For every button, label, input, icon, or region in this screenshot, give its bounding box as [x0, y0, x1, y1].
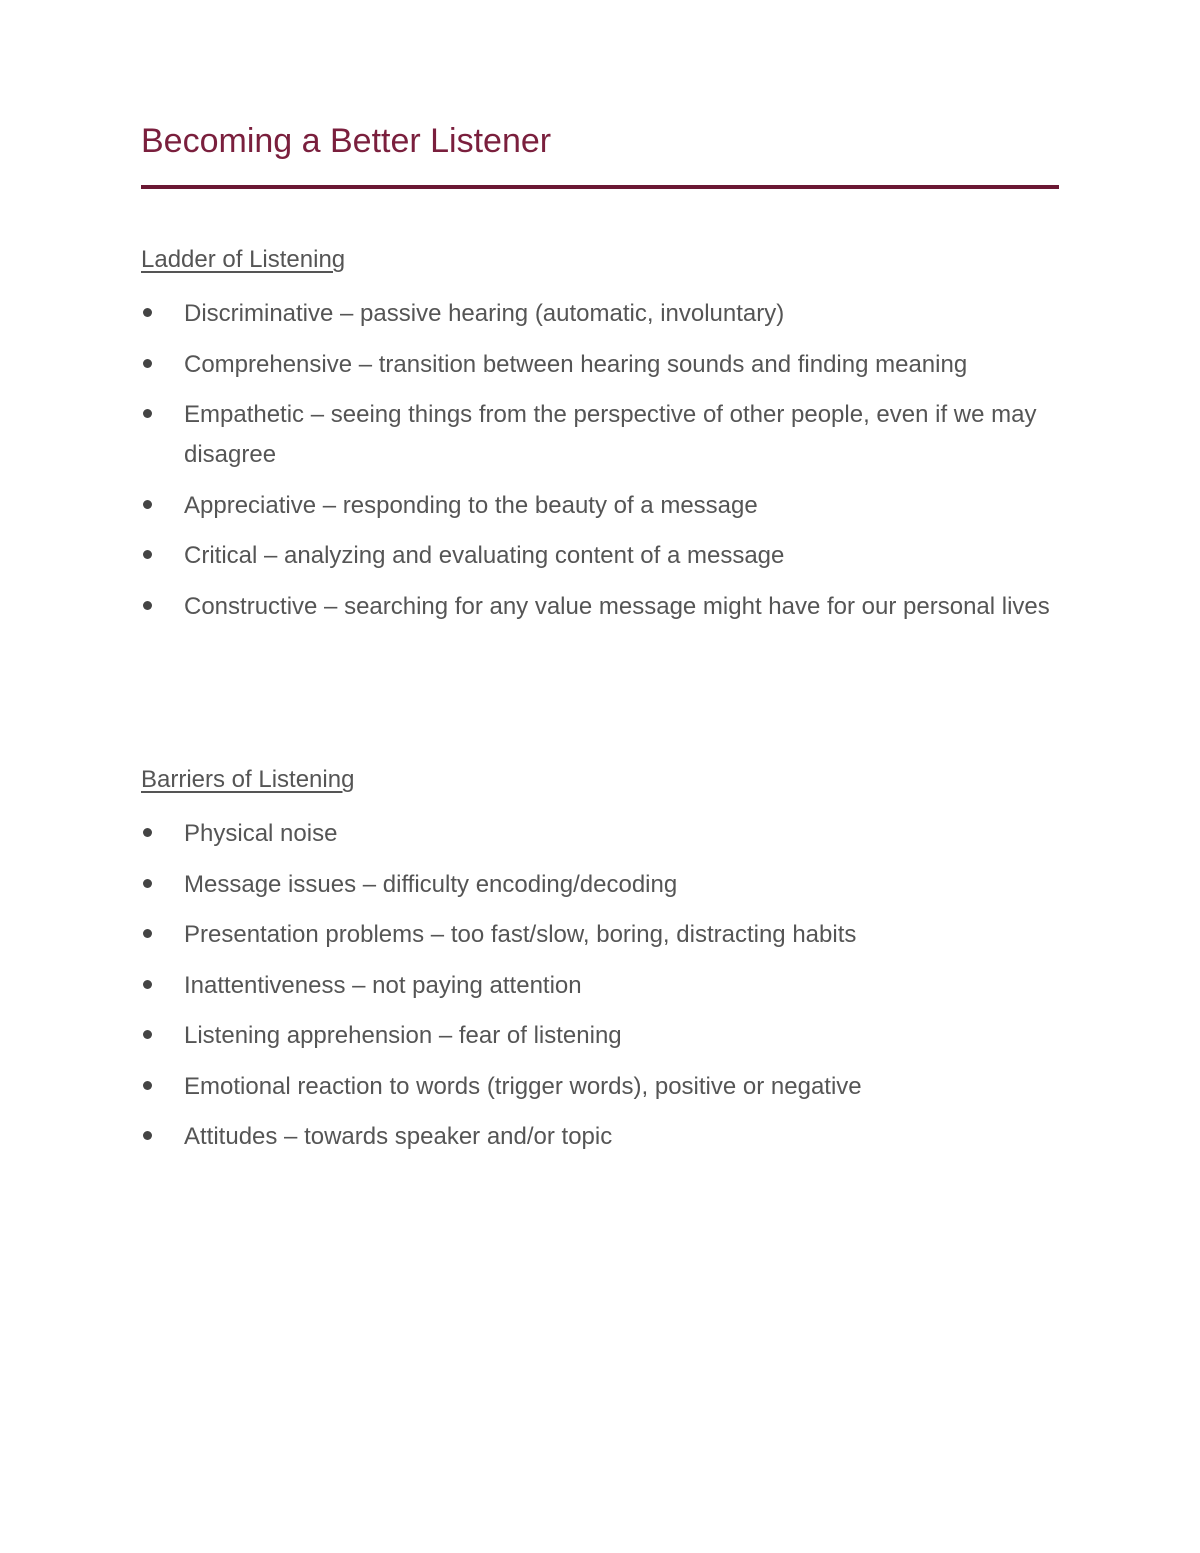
bullet-icon — [143, 828, 152, 837]
list-item-text: Physical noise — [184, 820, 338, 847]
list-item-text: Attitudes – towards speaker and/or topic — [184, 1123, 613, 1150]
list-item — [141, 486, 1061, 526]
ladder-list — [141, 294, 1061, 637]
list-item — [141, 1117, 1061, 1157]
list-item-text: Inattentiveness – not paying attention — [184, 971, 582, 999]
bullet-icon — [143, 359, 152, 368]
bullet-icon — [143, 308, 152, 317]
list-item — [141, 395, 1061, 475]
list-item — [141, 345, 1061, 385]
list-item-text: Message issues – difficulty encoding/decoding — [184, 870, 678, 898]
list-item — [141, 814, 1061, 854]
bullet-icon — [143, 409, 152, 418]
bullet-icon — [143, 929, 152, 938]
list-item — [141, 294, 1061, 334]
list-item-text: Comprehensive – transition between hearing sounds and finding meaning — [184, 350, 968, 378]
bullet-icon — [143, 1081, 152, 1090]
bullet-icon — [143, 1131, 152, 1140]
list-item-text: Constructive – searching for any value message might have for our personal lives — [184, 592, 1050, 620]
bullet-icon — [143, 500, 152, 509]
bullet-icon — [143, 1030, 152, 1039]
list-item-text: Discriminative – passive hearing (automatic, involuntary) — [184, 300, 785, 327]
list-item-text: Critical – analyzing and evaluating content of a message — [184, 542, 785, 569]
list-item — [141, 587, 1061, 627]
list-item-text: Presentation problems – too fast/slow, boring, distracting habits — [184, 921, 857, 948]
section-heading-barriers: Barriers of Listening — [141, 766, 355, 793]
list-item — [141, 536, 1061, 576]
bullet-icon — [143, 879, 152, 888]
list-item — [141, 1016, 1061, 1056]
barriers-list — [141, 814, 1061, 1168]
list-item — [141, 966, 1061, 1006]
list-item — [141, 1067, 1061, 1107]
list-item — [141, 915, 1061, 955]
list-item-text: Listening apprehension – fear of listening — [184, 1022, 622, 1049]
list-item — [141, 865, 1061, 905]
bullet-icon — [143, 980, 152, 989]
bullet-icon — [143, 601, 152, 610]
title-divider — [141, 185, 1059, 189]
section-heading-ladder: Ladder of Listening — [141, 246, 346, 273]
list-item-text: Appreciative – responding to the beauty of a message — [184, 491, 758, 519]
page-title: Becoming a Better Listener — [141, 122, 552, 160]
bullet-icon — [143, 550, 152, 559]
list-item-text: Emotional reaction to words (trigger words), positive or negative — [184, 1072, 862, 1100]
list-item-text: Empathetic – seeing things from the perspective of other people, even if we may disagree — [184, 401, 1037, 468]
